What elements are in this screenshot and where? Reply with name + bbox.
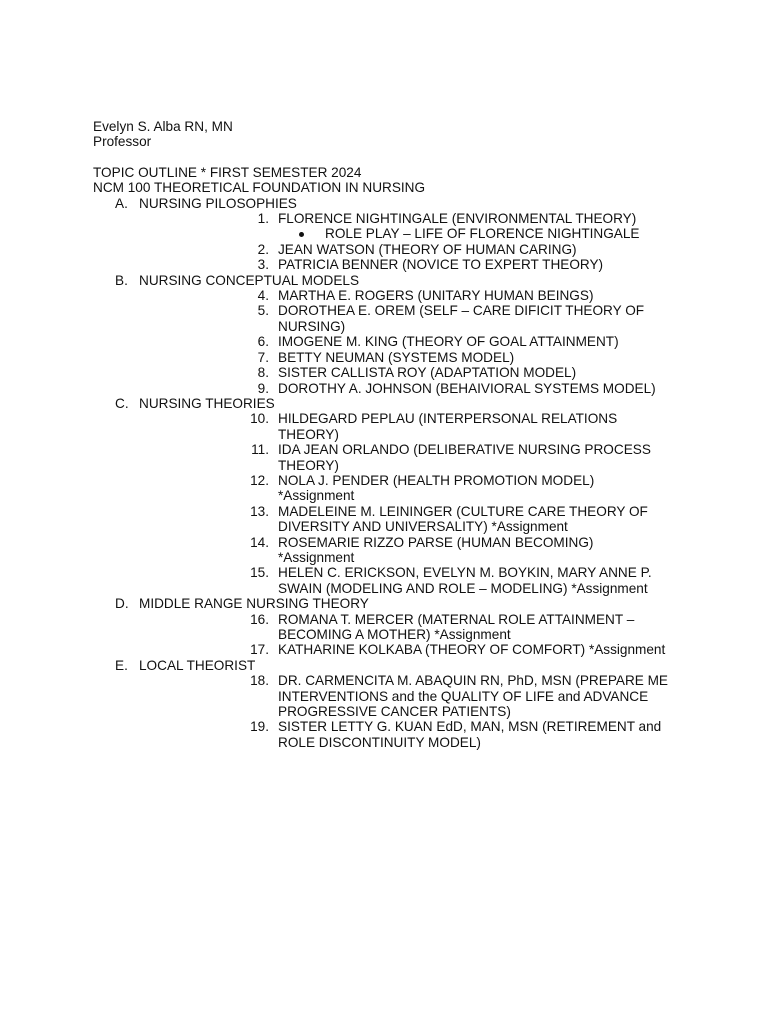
item-number: 10. [250, 411, 269, 427]
item-number: 3. [257, 257, 269, 273]
list-item [93, 242, 673, 257]
list-item [93, 381, 673, 396]
item-number: 19. [250, 719, 269, 735]
author-title: Professor [93, 134, 152, 150]
section-heading-c [93, 396, 693, 411]
item-text: KATHARINE KOLKABA (THEORY OF COMFORT) *Assignment [278, 642, 666, 658]
list-item [93, 642, 673, 657]
list-item [93, 612, 673, 643]
list-item [93, 211, 673, 226]
item-text: FLORENCE NIGHTINGALE (ENVIRONMENTAL THEORY) [278, 211, 637, 227]
item-text: JEAN WATSON (THEORY OF HUMAN CARING) [278, 241, 577, 257]
item-text: SISTER CALLISTA ROY (ADAPTATION MODEL) [278, 365, 577, 381]
item-number: 11. [251, 442, 269, 458]
sub-bullet-item [93, 226, 693, 241]
item-number: 8. [257, 365, 269, 381]
item-number: 9. [257, 380, 269, 396]
section-title: NURSING THEORIES [139, 395, 275, 411]
item-text: ROMANA T. MERCER (MATERNAL ROLE ATTAINMENT – BECOMING A MOTHER) *Assignment [278, 611, 635, 642]
section-heading-a [93, 196, 693, 211]
item-text: DOROTHEA E. OREM (SELF – CARE DIFICIT THEORY OF NURSING) [278, 303, 645, 334]
item-text: MARTHA E. ROGERS (UNITARY HUMAN BEINGS) [278, 288, 594, 304]
list-item [93, 673, 673, 719]
section-title: MIDDLE RANGE NURSING THEORY [139, 596, 369, 612]
section-title: NURSING PILOSOPHIES [139, 195, 297, 211]
list-item [93, 257, 673, 272]
item-text: PATRICIA BENNER (NOVICE TO EXPERT THEORY) [278, 257, 604, 273]
item-text: IDA JEAN ORLANDO (DELIBERATIVE NURSING PROCESS THEORY) [278, 442, 651, 473]
list-item [93, 350, 673, 365]
item-text: HILDEGARD PEPLAU (INTERPERSONAL RELATIONS THEORY) [278, 411, 618, 442]
item-number: 6. [257, 334, 269, 350]
item-text: ROSEMARIE RIZZO PARSE (HUMAN BECOMING) *Assignment [278, 534, 594, 565]
item-number: 13. [250, 503, 269, 519]
item-number: 4. [257, 288, 269, 304]
list-item [93, 334, 673, 349]
list-item [93, 411, 673, 442]
item-number: 7. [257, 349, 269, 365]
section-letter: E. [115, 657, 128, 673]
section-letter: B. [115, 272, 128, 288]
item-number: 18. [250, 673, 269, 689]
sub-bullet-text: ROLE PLAY – LIFE OF FLORENCE NIGHTINGALE [325, 226, 640, 242]
item-text: DR. CARMENCITA M. ABAQUIN RN, PhD, MSN (PREPARE ME INTERVENTIONS and the QUALITY OF LIFE and ADVANCE PROGRESSIVE CANCER PATIENTS) [278, 673, 668, 720]
section-title: LOCAL THEORIST [139, 657, 256, 673]
item-text: IMOGENE M. KING (THEORY OF GOAL ATTAINMENT) [278, 334, 619, 350]
section-heading-d [93, 596, 693, 611]
item-text: DOROTHY A. JOHNSON (BEHAIVIORAL SYSTEMS MODEL) [278, 380, 656, 396]
author-name: Evelyn S. Alba RN, MN [93, 119, 233, 134]
item-text: SISTER LETTY G. KUAN EdD, MAN, MSN (RETIREMENT and ROLE DISCONTINUITY MODEL) [278, 719, 662, 750]
list-item [93, 365, 673, 380]
course-title: NCM 100 THEORETICAL FOUNDATION IN NURSING [93, 180, 426, 196]
section-heading-b [93, 273, 693, 288]
item-number: 5. [257, 303, 269, 319]
outline-heading: TOPIC OUTLINE * FIRST SEMESTER 2024 [93, 164, 362, 180]
item-text: BETTY NEUMAN (SYSTEMS MODEL) [278, 349, 515, 365]
item-text: MADELEINE M. LEININGER (CULTURE CARE THEORY OF DIVERSITY AND UNIVERSALITY) *Assignment [278, 503, 648, 535]
section-title: NURSING CONCEPTUAL MODELS [139, 272, 360, 288]
list-item [93, 303, 673, 334]
list-item [93, 504, 673, 535]
document-page [93, 119, 693, 750]
list-item [93, 719, 673, 750]
bullet-icon [299, 232, 304, 237]
list-item [93, 473, 673, 504]
spacer [93, 150, 693, 165]
item-number: 1. [257, 211, 269, 227]
section-letter: D. [115, 596, 129, 612]
item-number: 15. [250, 565, 269, 581]
item-text: HELEN C. ERICKSON, EVELYN M. BOYKIN, MARY ANNE P. SWAIN (MODELING AND ROLE – MODELING) *Assignment [278, 565, 652, 596]
section-letter: C. [115, 395, 129, 411]
item-number: 12. [250, 472, 269, 488]
item-number: 16. [250, 611, 269, 627]
item-number: 2. [257, 241, 269, 257]
list-item [93, 565, 673, 596]
item-text: NOLA J. PENDER (HEALTH PROMOTION MODEL) *Assignment [278, 472, 595, 504]
section-heading-e [93, 658, 693, 673]
list-item [93, 442, 673, 473]
list-item [93, 535, 673, 566]
section-letter: A. [115, 195, 128, 211]
list-item [93, 288, 673, 303]
item-number: 17. [250, 642, 269, 658]
item-number: 14. [250, 534, 269, 550]
